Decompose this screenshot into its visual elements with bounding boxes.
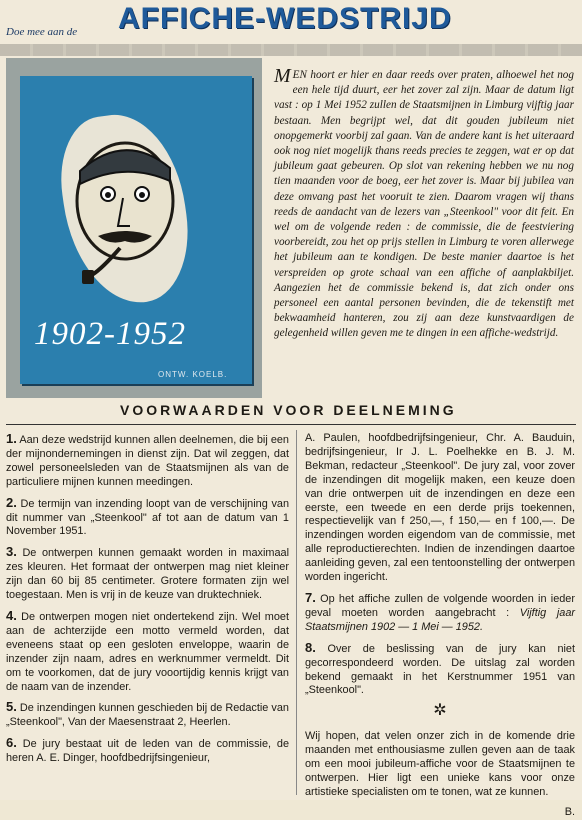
author-initial: B. (564, 805, 575, 818)
brick-band (0, 44, 582, 56)
rule-quote: Vijftig jaar Staatsmijnen 1902 — 1 Mei — 1952. (305, 606, 575, 633)
rule-item (6, 700, 289, 730)
poster-signature: ONTW. KOELB. (158, 370, 228, 379)
rule-text: Over de beslissing van de jury kan niet gecorrespondeerd worden. De uitslag zal worden bekend gemaakt in het Kerstnummer 1951 van „Steenkool". (305, 642, 576, 697)
rule-number: 2. (6, 494, 17, 510)
star-ornament-icon: ✲ (433, 702, 447, 720)
rule-number: 1. (6, 431, 17, 446)
rule-number: 4. (6, 607, 17, 623)
rule-item (305, 641, 575, 699)
rule-item (6, 545, 289, 603)
divider (6, 424, 576, 425)
rule-item (6, 432, 289, 490)
column-divider (296, 430, 297, 795)
rule-item (6, 736, 289, 766)
rule-number: 6. (6, 735, 17, 751)
rule-text: De jury bestaat uit de leden van de commissie, de heren A. E. Dinger, hoofdbedrijfsingenieur, (6, 738, 290, 765)
rule-number: 7. (305, 589, 316, 605)
intro-body: EN hoort er hier en daar reeds over praten, alhoewel het nog een hele tijd duurt, eer het zover zal zijn. Maar de datum ligt vast : op 1 Mei 1952 zullen de Staatsmijnen in Limburg vijftig jaar bestaan. Men begrijpt wel, dat dit gouden jubileum niet onopgemerkt voorbij zal gaan. Van de andere kant is het uiteraard ook nog niet mogelijk thans reeds precies te zeggen, wat er op dat jubileum gaat gebeuren. Op slot van rekening hebben we nu nog tien maanden voor de boeg, eer het zover is. Maar bij jubilea van deze omvang past het vooruit te zien. Daarom vragen wij thans reeds de aandacht van de lezers van „Steenkool" voor dit feit. En wel om de volgende reden : de commissie, die de feestviering voorbereidt, zou het op prijs stellen in Limburg te voren allerwege het jubileum aan te kondigen. De beste manier daartoe is het verspreiden op grote schaal van een affiche of aanplakbiljet. Aangezien het de commissie bekend is, dat zich onder ons personeel een aantal personen bevinden, die de tekenstift met bekwaamheid hanteren, zou zij aan deze kunstvaardigen de gelegenheid willen geven me te dingen in een affiche-wedstrijd. (274, 69, 574, 340)
rule-number: 3. (6, 544, 17, 560)
poster-years: 1902-1952 (34, 316, 186, 352)
poster (20, 76, 252, 384)
rules-column-left (6, 432, 289, 772)
rule-item (305, 591, 575, 635)
rule-text: De termijn van inzending loopt van de verschijning van dit nummer van „Steenkool" af tot aan de datum van 1 November 1951. (6, 497, 289, 538)
rule-item (6, 496, 289, 540)
intro-text (274, 65, 574, 342)
rule-text: De ontwerpen mogen niet ondertekend zijn. Wel moet aan de achterzijde een motto vermeld worden, dat eveneens staat op een gesloten enveloppe, waarin de inzender zijn naam, adres en werknummer vermeldt. Dit om te voorkomen, dat de jury vooortijdig kennis krijgt van de naam van de inzender. (6, 610, 289, 693)
rule-text: Aan deze wedstrijd kunnen allen deelnemen, die bij een der mijnondernemingen in dienst zijn. Dat wil zeggen, dat zowel personeelsleden van de Staatsmijnen als van de particuliere mijnen kunnen meedingen. (6, 434, 289, 488)
closing-paragraph: Wij hopen, dat velen onzer zich in de komende drie maanden met enthousiasme zullen geven aan de taak om een mooi jubileum-affiche voor de Staatsmijnen te ontwerpen. Hier ligt een unieke kans voor onze artistieke specialisten om te tonen, wat ze kunnen. (305, 730, 575, 798)
header (0, 0, 582, 48)
drop-cap: M (274, 65, 291, 87)
section-heading: VOORWAARDEN VOOR DEELNEMING (120, 402, 457, 418)
rule-item (6, 609, 289, 694)
page-title: AFFICHE-WEDSTRIJD (118, 2, 452, 35)
rules-column-right (305, 432, 575, 820)
rule-text: De inzendingen kunnen geschieden bij de Redactie van „Steenkool", Van der Maesenstraat 2, Heerlen. (6, 702, 289, 729)
rule-text: De ontwerpen kunnen gemaakt worden in maximaal zes kleuren. Het formaat der ontwerpen mag niet kleiner zijn dan 60 bij 85 centimeter. Grotere formaten zijn wel toegestaan. Men is vrij in de keuze van druktechniek. (6, 547, 290, 602)
rule-number: 5. (6, 699, 17, 715)
rule-continuation: A. Paulen, hoofdbedrijfsingenieur, Chr. A. Bauduin, bedrijfsingenieur, Ir J. L. Poelhekke en B. J. M. Bekman, redacteur „Steenkool". De jury zal, voor zover de inzendingen dit mogelijk maken, een keuze doen van drie ontwerpen uit de inzendingen en deze een eerste, een tweede en een derde prijs toekennen, respectievelijk van f 250,—, f 150,— en f 100,—. De inzendingen worden eigendom van de commissie, met alle reproductierechten. Indien de inzendingen daartoe aanleiding geven, zal een tentoonstelling der ontwerpen worden ingericht. (305, 432, 575, 584)
header-kicker: Doe mee aan de (6, 26, 78, 38)
rule-text: Op het affiche zullen de volgende woorden in ieder geval moeten worden aangebracht : (305, 592, 575, 619)
poster-illustration (6, 58, 262, 398)
miner-face-icon (20, 76, 252, 316)
rule-number: 8. (305, 639, 316, 655)
